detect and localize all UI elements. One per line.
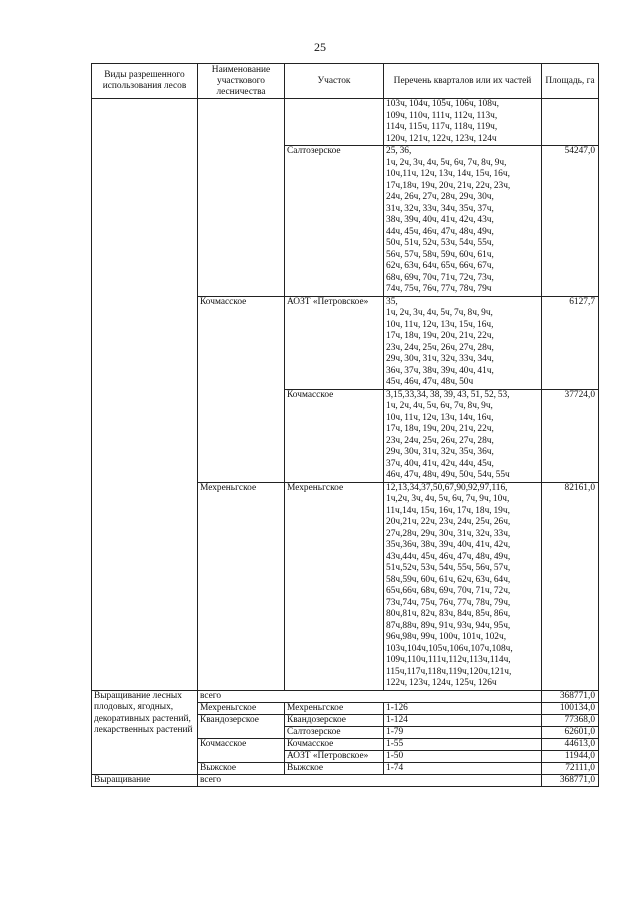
quarters-cell: 1-126 <box>384 702 542 714</box>
quarters-cell: 25, 36, 1ч, 2ч, 3ч, 4ч, 5ч, 6ч, 7ч, 8ч, 9ч, 10ч,11ч, 12ч, 13ч, 14ч, 15ч, 16ч, 17ч,18ч, 19ч, 20ч, 21ч, 22ч, 23ч, 24ч, 26ч, 27ч, 28ч, 29ч, 30ч, 31ч, 32ч, 33ч, 34ч, 35ч, 37ч, 38ч, 39ч, 40ч, 41ч, 42ч, 43ч, 44ч, 45ч, 46ч, 47ч, 48ч, 49ч, 50ч, 51ч, 52ч, 53ч, 54ч, 55ч, 56ч, 57ч, 58ч, 59ч, 60ч, 61ч, 62ч, 63ч, 64ч, 65ч, 66ч, 67ч, 68ч, 69ч, 70ч, 71ч, 72ч, 73ч, 74ч, 75ч, 76ч, 77ч, 78ч, 79ч <box>384 146 542 297</box>
plot-cell: Салтозерское <box>285 146 384 297</box>
plot-cell: Салтозерское <box>285 726 384 738</box>
use-type-cell-empty <box>92 99 198 691</box>
use-type-cell: Выращивание <box>92 774 198 786</box>
total-label: всего <box>198 774 542 786</box>
total-area: 368771,0 <box>542 774 599 786</box>
header-row <box>92 64 599 99</box>
forestry-cell: Кочмасское <box>198 738 285 762</box>
plot-cell: АОЗТ «Петровское» <box>285 296 384 389</box>
plot-cell: АОЗТ «Петровское» <box>285 750 384 762</box>
area-cell <box>542 99 599 146</box>
plot-cell: Квандозерское <box>285 714 384 726</box>
quarters-cell: 103ч, 104ч, 105ч, 106ч, 108ч, 109ч, 110ч, 111ч, 112ч, 113ч, 114ч, 115ч, 117ч, 118ч, 119ч, 120ч, 121ч, 122ч, 123ч, 124ч <box>384 99 542 146</box>
area-cell: 54247,0 <box>542 146 599 297</box>
plot-cell-empty <box>285 99 384 146</box>
quarters-cell: 1-79 <box>384 726 542 738</box>
table-row <box>92 774 599 786</box>
plot-cell: Кочмасское <box>285 738 384 750</box>
quarters-cell: 1-74 <box>384 762 542 774</box>
header-use-type: Виды разрешенного использования лесов <box>92 64 198 99</box>
forestry-cell: Мехреньгское <box>198 702 285 714</box>
area-cell: 100134,0 <box>542 702 599 714</box>
area-cell: 11944,0 <box>542 750 599 762</box>
quarters-cell: 3,15,33,34, 38, 39, 43, 51, 52, 53, 1ч, 2ч, 4ч, 5ч, 6ч, 7ч, 8ч, 9ч, 10ч, 11ч, 12ч, 13ч, 14ч, 16ч, 17ч, 18ч, 19ч, 20ч, 21ч, 22ч, 23ч, 24ч, 25ч, 26ч, 27ч, 28ч, 29ч, 30ч, 31ч, 32ч, 35ч, 36ч, 37ч, 40ч, 41ч, 42ч, 44ч, 45ч, 46ч, 47ч, 48ч, 49ч, 50ч, 54ч, 55ч <box>384 389 542 482</box>
plot-cell: Мехреньгское <box>285 702 384 714</box>
forest-use-table <box>91 63 599 787</box>
forestry-cell-empty <box>198 99 285 297</box>
forestry-cell: Выжское <box>198 762 285 774</box>
header-forestry: Наименование участкового лесничества <box>198 64 285 99</box>
quarters-cell: 1-55 <box>384 738 542 750</box>
forestry-cell: Кочмасское <box>198 296 285 482</box>
table-row <box>92 99 599 146</box>
area-cell: 82161,0 <box>542 482 599 690</box>
quarters-cell: 12,13,34,37,50,67,90,92,97,116, 1ч,2ч, 3ч, 4ч, 5ч, 6ч, 7ч, 9ч, 10ч, 11ч,14ч, 15ч, 16ч, 17ч, 18ч, 19ч, 20ч,21ч, 22ч, 23ч, 24ч, 25ч, 26ч, 27ч,28ч, 29ч, 30ч, 31ч, 32ч, 33ч, 35ч,36ч, 38ч, 39ч, 40ч, 41ч, 42ч, 43ч,44ч, 45ч, 46ч, 47ч, 48ч, 49ч, 51ч,52ч, 53ч, 54ч, 55ч, 56ч, 57ч, 58ч,59ч, 60ч, 61ч, 62ч, 63ч, 64ч, 65ч,66ч, 68ч, 69ч, 70ч, 71ч, 72ч, 73ч,74ч, 75ч, 76ч, 77ч, 78ч, 79ч, 80ч,81ч, 82ч, 83ч, 84ч, 85ч, 86ч, 87ч,88ч, 89ч, 91ч, 93ч, 94ч, 95ч, 96ч,98ч, 99ч, 100ч, 101ч, 102ч, 103ч,104ч,105ч,106ч,107ч,108ч, 109ч,110ч,111ч,112ч,113ч,114ч, 115ч,117ч,118ч,119ч,120ч,121ч, 122ч, 123ч, 124ч, 125ч, 126ч <box>384 482 542 690</box>
use-type-cell: Выращивание лесных плодовых, ягодных, декоративных растений, лекарственных растений <box>92 690 198 774</box>
area-cell: 6127,7 <box>542 296 599 389</box>
total-area: 368771,0 <box>542 690 599 702</box>
header-area: Площадь, га <box>542 64 599 99</box>
plot-cell: Кочмасское <box>285 389 384 482</box>
total-label: всего <box>198 690 542 702</box>
area-cell: 44613,0 <box>542 738 599 750</box>
forestry-cell: Квандозерское <box>198 714 285 738</box>
quarters-cell: 1-124 <box>384 714 542 726</box>
area-cell: 77368,0 <box>542 714 599 726</box>
quarters-cell: 1-50 <box>384 750 542 762</box>
header-quarters: Перечень кварталов или их частей <box>384 64 542 99</box>
forestry-cell: Мехреньгское <box>198 482 285 690</box>
header-plot: Участок <box>285 64 384 99</box>
plot-cell: Выжское <box>285 762 384 774</box>
plot-cell: Мехреньгское <box>285 482 384 690</box>
area-cell: 62601,0 <box>542 726 599 738</box>
table-row <box>92 690 599 702</box>
page-number: 25 <box>314 40 326 54</box>
area-cell: 37724,0 <box>542 389 599 482</box>
quarters-cell: 35, 1ч, 2ч, 3ч, 4ч, 5ч, 7ч, 8ч, 9ч, 10ч, 11ч, 12ч, 13ч, 15ч, 16ч, 17ч, 18ч, 19ч, 20ч, 21ч, 22ч, 23ч, 24ч, 25ч, 26ч, 27ч, 28ч, 29ч, 30ч, 31ч, 32ч, 33ч, 34ч, 36ч, 37ч, 38ч, 39ч, 40ч, 41ч, 45ч, 46ч, 47ч, 48ч, 50ч <box>384 296 542 389</box>
area-cell: 72111,0 <box>542 762 599 774</box>
